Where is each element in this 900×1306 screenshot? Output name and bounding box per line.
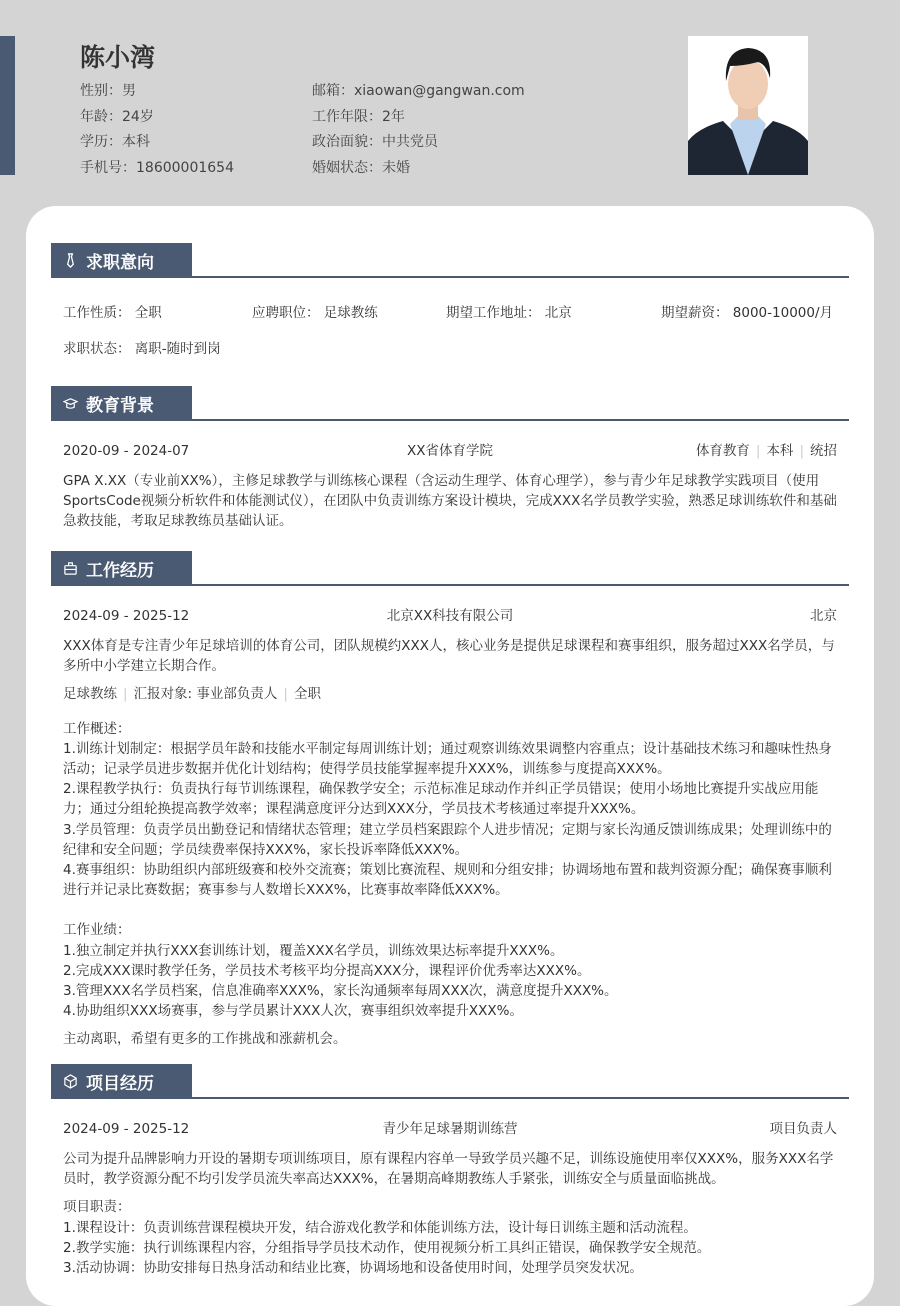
section-title: 项目经历 <box>86 1073 154 1094</box>
section-education: 教育背景 2020-09 - 2024-07 XX省体育学院 体育教育 | 本科 | 统招 GPA X.XX（专业前XX%），主修足球教学与训练核心课程（含运动生理学、体育心理学），参与青少年足球教学实践项目（使用SportsCode视频分析软件和体能测试仪），在团队中负责训练方案设计模块，完成XXX名学员教学实验，熟悉足球训练软件和基础急救技能，考取足球教练员基础认证。 <box>51 386 849 532</box>
company-description: XXX体育是专注青少年足球培训的体育公司，团队规模约XXX人，核心业务是提供足球课程和赛事组织，服务超过XXX名学员，与多所中小学建立长期合作。 <box>63 638 835 675</box>
marital-status: 婚姻状态：未婚 <box>312 159 410 176</box>
accent-bar <box>0 36 15 175</box>
result-item: 2.完成XXX课时教学任务，学员技术考核平均分提高XXX分，课程评价优秀率达XXX%。 <box>63 962 591 979</box>
section-title: 工作经历 <box>86 560 154 581</box>
work-date: 2024-09 - 2025-12 <box>63 608 190 624</box>
edu-date: 2020-09 - 2024-07 <box>63 443 190 459</box>
overview-title: 工作概述： <box>63 720 131 737</box>
duty-item: 3.活动协调：协助安排每日热身活动和结业比赛，协调场地和设备使用时间，处理学员突发状况。 <box>63 1260 643 1277</box>
work-years: 工作年限：2年 <box>312 108 405 125</box>
target-location: 期望工作地址： 北京 <box>446 305 572 321</box>
graduation-cap-icon <box>63 396 78 411</box>
duty-item: 2.教学实施：执行训练课程内容，分组指导学员技术动作，使用视频分析工具纠正错误，确保教学安全规范。 <box>63 1239 711 1256</box>
results-title: 工作业绩： <box>63 922 131 939</box>
result-item: 1.独立制定并执行XXX套训练计划，覆盖XXX名学员，训练效果达标率提升XXX%。 <box>63 942 564 959</box>
work-title: 足球教练 <box>63 686 117 703</box>
project-role: 项目负责人 <box>769 1121 837 1137</box>
duty-title: 项目职责： <box>63 1199 131 1216</box>
section-work: 工作经历 2024-09 - 2025-12 北京XX科技有限公司 北京 XXX体育是专注青少年足球培训的体育公司，团队规模约XXX人，核心业务是提供足球课程和赛事组织，服务超过XXX名学员，与多所中小学建立长期合作。 足球教练 | 汇报对象: 事业部负责人 | 全职 工作概述： 1.训练计划制定：根据学员年龄和技能水平制定每周训练计划；通过观察训练效果调整内容重点；设计基础技术练习和趣味性热身活动；记录学员进步数据并优化计划结构；使得学员技能掌握率提升XXX%，训练参与度提高XXX%。 2.课程教学执行：负责执行每节训练课程，确保教学安全；示范标准足球动作并纠正学员错误；使用小场地比赛提升实战应用能力；通过分组轮换提高教学效率；课程满意度评分达到XXX分，学员技术考核通过率提升XXX%。 3.学员管理：负责学员出勤登记和情绪状态管理；建立学员档案跟踪个人进步情况；定期与家长沟通反馈训练成果；处理训练中的纪律和安全问题；学员续费率保持XXX%，家长投诉率降低XXX%。 4.赛事组织：协助组织内部班级赛和校外交流赛；策划比赛流程、规则和分组安排；协调场地布置和裁判资源分配；确保赛事顺利进行并记录比赛数据；赛事参与人数增长XXX%，比赛事故率降低XXX%。 工作业绩： 1.独立制定并执行XXX套训练计划，覆盖XXX名学员，训练效果达标率提升XXX%。 2.完成XXX课时教学任务，学员技术考核平均分提高XXX分，课程评价优秀率达XXX%。 3.管理XXX名学员档案，信息准确率XXX%，家长沟通频率每周XXX次，满意度提升XXX%。 4.协助组织XXX场赛事，参与学员累计XXX人次，赛事组织效率提升XXX%。 主动离职，希望有更多的工作挑战和涨薪机会。 <box>51 551 849 1050</box>
work-type: 全职 <box>293 686 321 703</box>
profile-photo <box>688 36 808 175</box>
age: 年龄：24岁 <box>80 108 154 125</box>
basic-info-right <box>312 79 525 181</box>
overview-item: 2.课程教学执行：负责执行每节训练课程，确保教学安全；示范标准足球动作并纠正学员错误；使用小场地比赛提升实战应用能力；通过分组轮换提高教学效率；课程满意度评分达到XXX分，学员技术考核通过率提升XXX%。 <box>63 781 819 818</box>
basic-info-left <box>80 79 234 181</box>
education-level: 学历：本科 <box>80 134 150 150</box>
result-item: 3.管理XXX名学员档案，信息准确率XXX%，家长沟通频率每周XXX次，满意度提升XXX%。 <box>63 983 618 1000</box>
work-report-to: 汇报对象: 事业部负责人 <box>133 686 278 703</box>
resume-card <box>26 206 874 1306</box>
section-header <box>51 243 849 278</box>
candidate-name: 陈小湾 <box>80 43 156 72</box>
section-job-intent <box>51 243 849 359</box>
cube-icon <box>63 1074 78 1089</box>
section-title: 教育背景 <box>86 395 154 416</box>
expected-salary: 期望薪资： 8000-10000/月 <box>661 305 834 321</box>
job-status: 求职状态： 离职-随时到岗 <box>63 341 221 358</box>
target-position: 应聘职位： 足球教练 <box>252 305 378 321</box>
project-description: 公司为提升品牌影响力开设的暑期专项训练项目，原有课程内容单一导致学员兴趣不足，训练设施使用率仅XXX%，服务XXX名学员时，教学资源分配不均引发学员流失率高达XXX%，在暑期高峰期教练人手紧张，训练安全与质量面临挑战。 <box>63 1151 834 1188</box>
tie-icon <box>63 253 78 268</box>
email: 邮箱：xiaowan@gangwan.com <box>312 83 525 99</box>
edu-degree: 本科 <box>766 443 794 459</box>
project-name: 青少年足球暑期训练营 <box>382 1121 518 1137</box>
gender: 性别：男 <box>80 83 136 99</box>
section-project <box>51 1064 849 1278</box>
edu-type: 统招 <box>810 443 837 459</box>
edu-school: XX省体育学院 <box>407 443 493 459</box>
leave-reason: 主动离职，希望有更多的工作挑战和涨薪机会。 <box>63 1031 347 1048</box>
edu-major: 体育教育 <box>695 443 750 459</box>
phone: 手机号：18600001654 <box>80 159 234 176</box>
job-type: 工作性质： 全职 <box>63 305 162 321</box>
result-item: 4.协助组织XXX场赛事，参与学员累计XXX人次，赛事组织效率提升XXX%。 <box>63 1003 523 1020</box>
work-company: 北京XX科技有限公司 <box>386 608 514 624</box>
overview-item: 1.训练计划制定：根据学员年龄和技能水平制定每周训练计划；通过观察训练效果调整内容重点；设计基础技术练习和趣味性热身活动；记录学员进步数据并优化计划结构；使得学员技能掌握率提升XXX%，训练参与度提高XXX%。 <box>63 740 832 778</box>
project-date: 2024-09 - 2025-12 <box>63 1121 190 1137</box>
overview-item: 4.赛事组织：协助组织内部班级赛和校外交流赛；策划比赛流程、规则和分组安排；协调场地布置和裁判资源分配；确保赛事顺利进行并记录比赛数据；赛事参与人数增长XXX%，比赛事故率降低XXX%。 <box>63 862 832 899</box>
work-city: 北京 <box>810 608 837 624</box>
section-title: 求职意向 <box>86 252 154 273</box>
duty-item: 1.课程设计：负责训练营课程模块开发，结合游戏化教学和体能训练方法，设计每日训练主题和活动流程。 <box>63 1219 697 1236</box>
overview-item: 3.学员管理：负责学员出勤登记和情绪状态管理；建立学员档案跟踪个人进步情况；定期与家长沟通反馈训练成果；处理训练中的纪律和安全问题；学员续费率保持XXX%，家长投诉率降低XXX%。 <box>63 821 832 858</box>
briefcase-icon <box>63 561 78 576</box>
edu-description: GPA X.XX（专业前XX%），主修足球教学与训练核心课程（含运动生理学、体育心理学），参与青少年足球教学实践项目（使用SportsCode视频分析软件和体能测试仪），在团队中负责训练方案设计模块，完成XXX名学员教学实验，熟悉足球训练软件和基础急救技能，考取足球教练员基础认证。 <box>63 473 837 530</box>
political-status: 政治面貌：中共党员 <box>312 134 438 150</box>
